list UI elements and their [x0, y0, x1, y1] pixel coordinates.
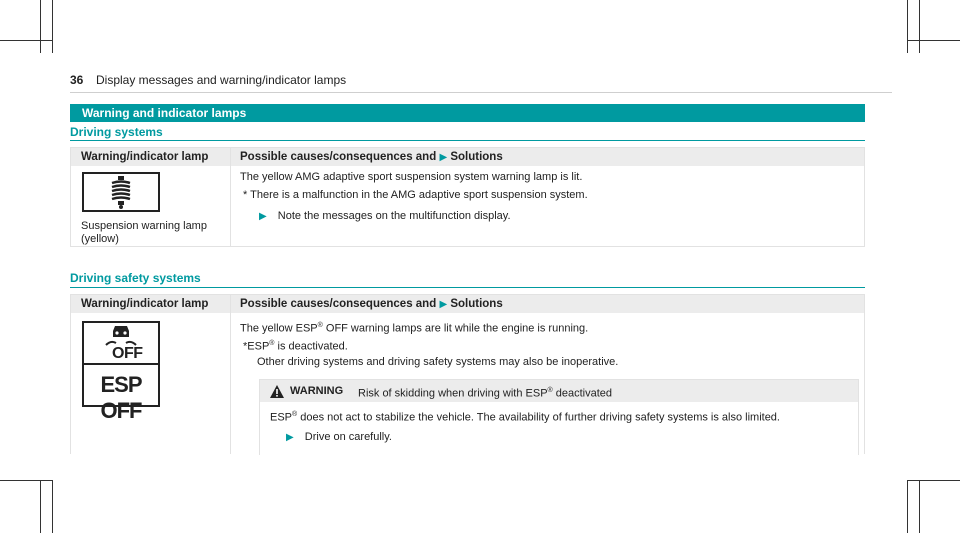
column-header-causes-text: Possible causes/consequences and — [240, 151, 437, 163]
cause-detail-part: is deactivated. — [274, 340, 348, 353]
section-divider — [70, 287, 865, 288]
registered-mark: ® — [292, 411, 298, 418]
crop-mark — [40, 0, 41, 53]
lamp-off-text: OFF — [112, 345, 143, 362]
registered-mark: ® — [269, 340, 275, 347]
cause-detail: * There is a malfunction in the AMG adaptive sport suspension system. — [243, 189, 588, 201]
column-header-causes — [240, 295, 503, 314]
warning-header — [260, 380, 858, 402]
driving-systems-table — [70, 147, 865, 247]
table-header — [71, 295, 864, 313]
crop-mark — [907, 40, 960, 41]
lamp-label: Suspension warning lamp — [81, 220, 207, 232]
warning-body-part: ESP — [270, 411, 293, 424]
warning-title-part: Risk of skidding when driving with ESP — [358, 387, 548, 400]
cause-detail-part: *ESP — [243, 340, 270, 353]
cause-text — [240, 319, 588, 336]
cause-text-part: The yellow ESP — [240, 322, 318, 335]
section-title-driving-systems: Driving systems — [70, 125, 163, 139]
warning-body — [270, 408, 780, 425]
solution-step — [259, 209, 511, 224]
esp-off-skid-lamp — [82, 321, 160, 365]
suspension-warning-icon — [84, 174, 158, 210]
crop-mark — [907, 0, 908, 53]
cause-text: The yellow AMG adaptive sport suspension system warning lamp is lit. — [240, 171, 583, 183]
section-title-driving-safety: Driving safety systems — [70, 271, 201, 285]
table-header — [71, 148, 864, 166]
suspension-warning-lamp — [82, 172, 160, 212]
crop-mark — [919, 480, 920, 533]
crop-mark — [52, 480, 53, 533]
section-divider — [70, 140, 865, 141]
crop-mark — [52, 0, 53, 53]
header-divider — [70, 92, 892, 93]
warning-action — [286, 430, 392, 445]
driving-safety-table — [70, 294, 865, 454]
running-header: Display messages and warning/indicator lamps — [96, 73, 347, 87]
column-header-lamp: Warning/indicator lamp — [81, 298, 209, 310]
play-arrow-icon: ▶ — [439, 299, 448, 310]
column-divider — [230, 148, 231, 246]
cause-note: Other driving systems and driving safety systems may also be inoperative. — [257, 356, 619, 368]
warning-box — [259, 379, 859, 455]
warning-title-part: deactivated — [552, 387, 613, 400]
crop-mark — [919, 0, 920, 53]
warning-title — [358, 384, 612, 401]
chapter-banner: Warning and indicator lamps — [70, 104, 865, 122]
lamp-esp-off-text: ESP OFF — [100, 372, 142, 423]
crop-mark — [0, 480, 53, 481]
column-header-causes — [240, 148, 503, 167]
registered-mark: ® — [317, 322, 323, 329]
registered-mark: ® — [547, 387, 553, 394]
column-header-solutions-text: Solutions — [450, 298, 503, 310]
play-arrow-icon: ▶ — [259, 211, 267, 222]
lamp-color: (yellow) — [81, 233, 119, 245]
play-arrow-icon: ▶ — [286, 432, 294, 443]
column-header-solutions-text: Solutions — [450, 151, 503, 163]
esp-off-lamp — [82, 365, 160, 423]
cause-text-part: OFF warning lamps are lit while the engine is running. — [322, 322, 589, 335]
crop-mark — [40, 480, 41, 533]
warning-action-text: Drive on carefully. — [304, 431, 392, 443]
column-header-lamp: Warning/indicator lamp — [81, 151, 209, 163]
crop-mark — [907, 480, 908, 533]
warning-label: WARNING — [290, 385, 344, 397]
cause-detail — [243, 337, 348, 354]
crop-mark — [907, 480, 960, 481]
warning-triangle-icon — [270, 385, 284, 398]
column-header-causes-text: Possible causes/consequences and — [240, 298, 437, 310]
solution-text: Note the messages on the multifunction display. — [277, 210, 511, 222]
page-number: 36 — [70, 73, 84, 87]
crop-mark — [0, 40, 53, 41]
play-arrow-icon: ▶ — [439, 152, 448, 163]
column-divider — [230, 295, 231, 454]
warning-body-part: does not act to stabilize the vehicle. The availability of further driving safety systems is also limited. — [297, 411, 780, 424]
